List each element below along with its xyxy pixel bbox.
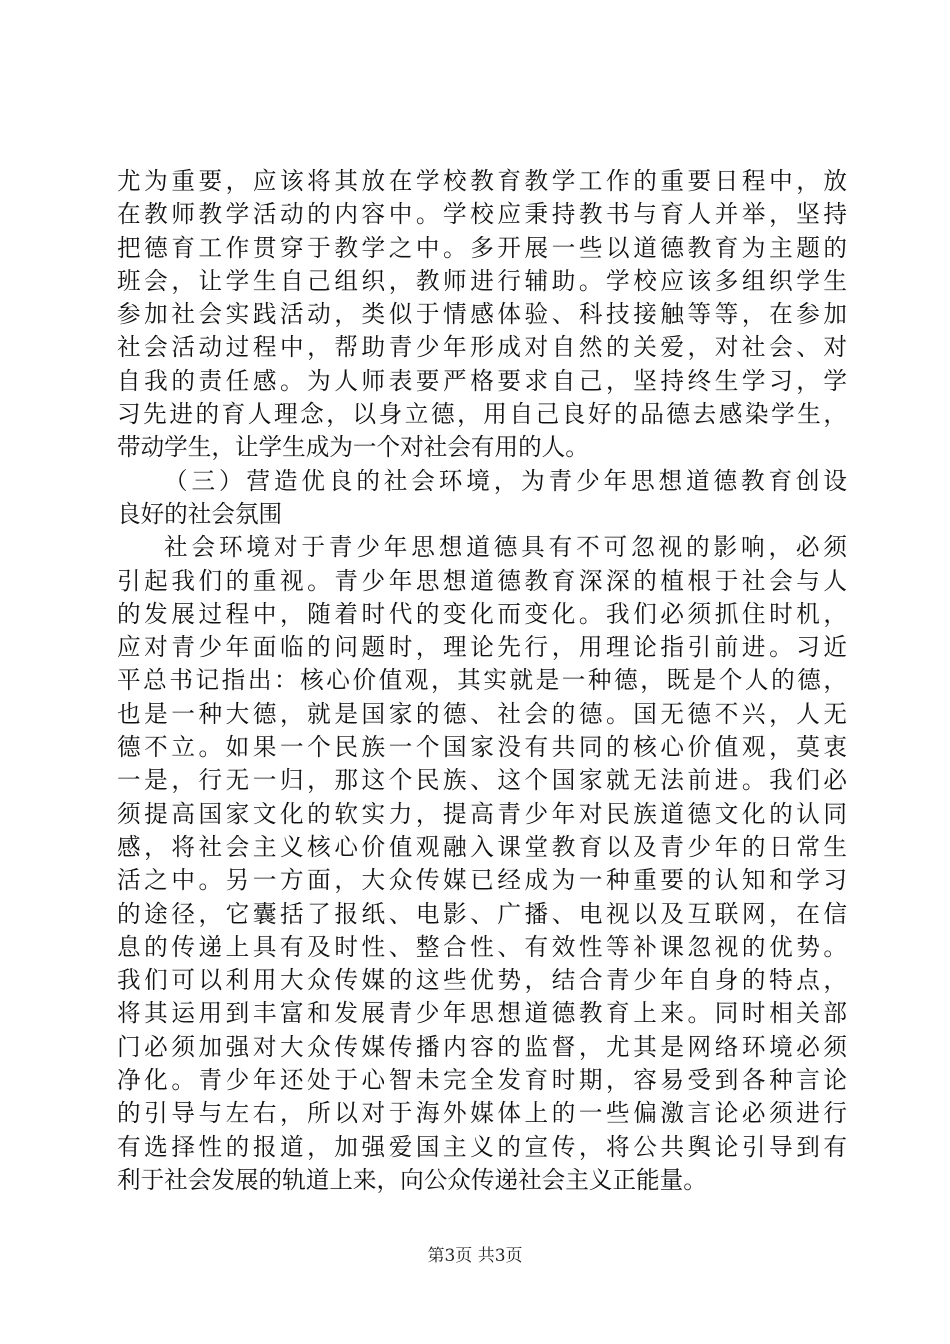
text-line: 一是，行无一归，那这个民族、这个国家就无法前进。我们必 [117, 766, 847, 795]
body-text [117, 165, 847, 1197]
text-line: 社会活动过程中，帮助青少年形成对自然的关爱，对社会、对 [117, 333, 847, 362]
section-heading [117, 465, 847, 532]
page-footer: 第3页 共3页 [427, 1246, 523, 1266]
text-line: 门必须加强对大众传媒传播内容的监督，尤其是网络环境必须 [117, 1032, 847, 1061]
text-line: 带动学生，让学生成为一个对社会有用的人。 [117, 433, 589, 462]
text-line: 我们可以利用大众传媒的这些优势，结合青少年自身的特点， [117, 966, 847, 995]
text-line: 社会环境对于青少年思想道德具有不可忽视的影响，必须 [164, 533, 847, 562]
text-line: 感，将社会主义核心价值观融入课堂教育以及青少年的日常生 [117, 832, 847, 861]
text-line: 参加社会实践活动，类似于情感体验、科技接触等等，在参加 [117, 300, 847, 329]
text-line: 把德育工作贯穿于教学之中。多开展一些以道德教育为主题的 [117, 233, 847, 262]
text-line: 引起我们的重视。青少年思想道德教育深深的植根于社会与人 [117, 566, 847, 595]
text-line: 须提高国家文化的软实力，提高青少年对民族道德文化的认同 [117, 799, 847, 828]
text-line: 德不立。如果一个民族一个国家没有共同的核心价值观，莫衷 [117, 733, 847, 762]
text-line: 尤为重要，应该将其放在学校教育教学工作的重要日程中，放 [117, 167, 847, 195]
paragraph [117, 165, 847, 465]
text-line: 的引导与左右，所以对于海外媒体上的一些偏激言论必须进行 [117, 1099, 847, 1128]
paragraph [117, 531, 847, 1197]
text-line: 息的传递上具有及时性、整合性、有效性等补课忽视的优势。 [117, 932, 847, 961]
text-line: 的途径，它囊括了报纸、电影、广播、电视以及互联网，在信 [117, 899, 847, 928]
text-line: 也是一种大德，就是国家的德、社会的德。国无德不兴，人无 [117, 699, 847, 728]
text-line: 平总书记指出：核心价值观，其实就是一种德，既是个人的德， [117, 666, 847, 695]
text-line: 有选择性的报道，加强爱国主义的宣传，将公共舆论引导到有 [117, 1132, 847, 1161]
text-line: 活之中。另一方面，大众传媒已经成为一种重要的认知和学习 [117, 866, 847, 895]
text-line: 班会，让学生自己组织，教师进行辅助。学校应该多组织学生 [117, 266, 847, 295]
text-line: 的发展过程中，随着时代的变化而变化。我们必须抓住时机， [117, 599, 847, 628]
text-line: 习先进的育人理念，以身立德，用自己良好的品德去感染学生， [117, 400, 847, 429]
text-line: 将其运用到丰富和发展青少年思想道德教育上来。同时相关部 [117, 999, 847, 1028]
text-line: 利于社会发展的轨道上来，向公众传递社会主义正能量。 [117, 1165, 707, 1194]
text-line: 在教师教学活动的内容中。学校应秉持教书与育人并举，坚持 [117, 200, 847, 229]
heading-line: 良好的社会氛围 [117, 499, 283, 528]
text-line: 净化。青少年还处于心智未完全发育时期，容易受到各种言论 [117, 1066, 847, 1095]
text-line: 自我的责任感。为人师表要严格要求自己，坚持终生学习，学 [117, 366, 847, 395]
text-line: 应对青少年面临的问题时，理论先行，用理论指引前进。习近 [117, 633, 847, 662]
heading-line: （三）营造优良的社会环境，为青少年思想道德教育创设 [164, 466, 847, 495]
